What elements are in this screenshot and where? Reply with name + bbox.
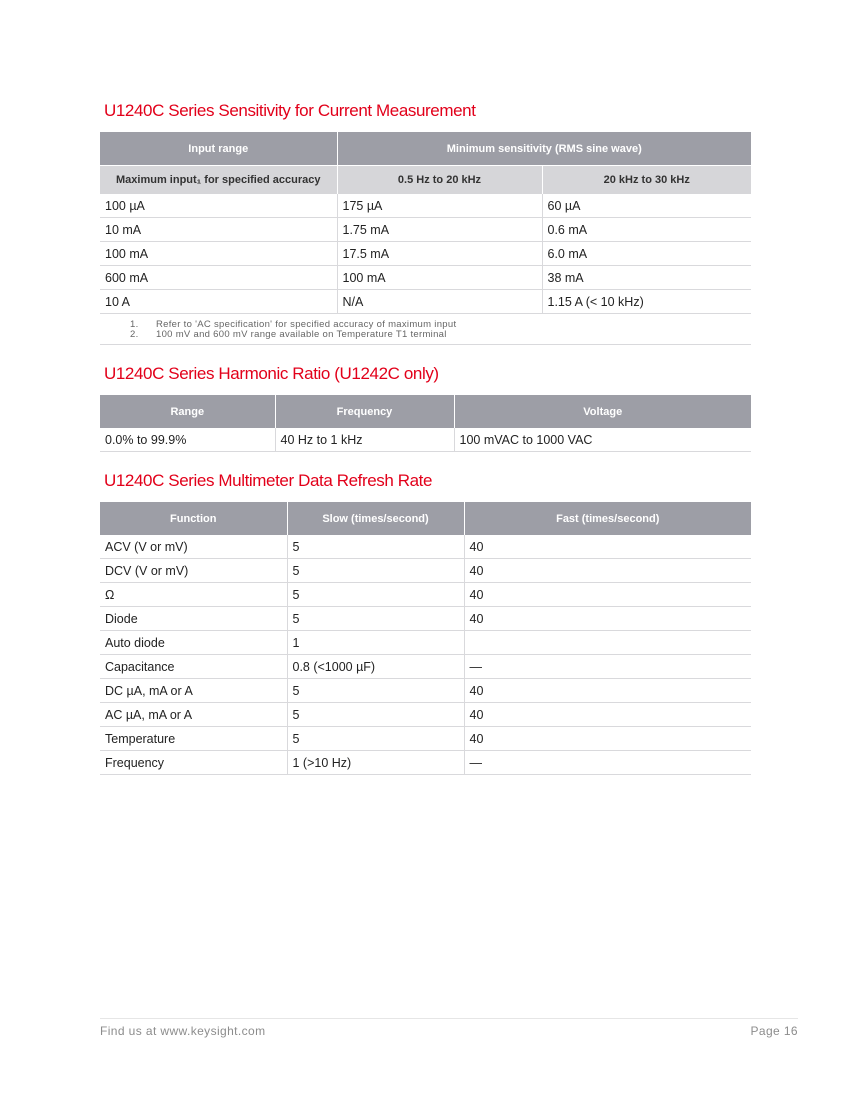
refresh-title: U1240C Series Multimeter Data Refresh Rate: [104, 471, 433, 490]
note-1: 1. Refer to 'AC specification' for specified accuracy of maximum input: [130, 318, 457, 330]
table-row: [100, 242, 751, 266]
table-cell: 40: [464, 703, 751, 727]
header-range: Range: [100, 395, 275, 428]
footer-divider: [100, 1018, 798, 1019]
table-cell: 6.0 mA: [542, 242, 751, 266]
table-cell: ACV (V or mV): [100, 535, 287, 559]
table-cell: Temperature: [100, 727, 287, 751]
table-row: [100, 607, 751, 631]
header-input-range: Input range: [100, 132, 337, 166]
table-cell: 0.0% to 99.9%: [100, 428, 275, 452]
subheader-high-freq: 20 kHz to 30 kHz: [542, 166, 751, 195]
table-cell: 600 mA: [100, 266, 337, 290]
table-row: [100, 290, 751, 314]
table-cell: 100 mA: [337, 266, 542, 290]
table-cell: 40: [464, 535, 751, 559]
table-cell: Frequency: [100, 751, 287, 775]
table-cell: 38 mA: [542, 266, 751, 290]
header-function: Function: [100, 502, 287, 535]
harmonic-title: U1240C Series Harmonic Ratio (U1242C only): [104, 364, 439, 383]
table-row: [100, 751, 751, 775]
table-row: [100, 631, 751, 655]
table-cell: 10 A: [100, 290, 337, 314]
table-cell: N/A: [337, 290, 542, 314]
table-cell: 5: [287, 727, 464, 751]
table-row: [100, 559, 751, 583]
table-row: [100, 535, 751, 559]
table-row: [100, 428, 751, 452]
table-cell: 1.15 A (< 10 kHz): [542, 290, 751, 314]
table-cell: Ω: [100, 583, 287, 607]
sensitivity-table: [100, 132, 751, 345]
harmonic-table: [100, 395, 751, 452]
table-cell: 60 µA: [542, 194, 751, 218]
header-voltage: Voltage: [454, 395, 751, 428]
table-cell: 175 µA: [337, 194, 542, 218]
footer-website-link[interactable]: Find us at www.keysight.com: [100, 1024, 266, 1038]
header-frequency: Frequency: [275, 395, 454, 428]
sensitivity-title: U1240C Series Sensitivity for Current Measurement: [104, 101, 476, 120]
table-cell: 5: [287, 535, 464, 559]
table-row: [100, 583, 751, 607]
table-cell: 5: [287, 703, 464, 727]
table-cell: 100 mVAC to 1000 VAC: [454, 428, 751, 452]
header-min-sensitivity: Minimum sensitivity (RMS sine wave): [337, 132, 751, 166]
table-row: [100, 218, 751, 242]
table-cell: 40: [464, 607, 751, 631]
table-cell: 1 (>10 Hz): [287, 751, 464, 775]
table-cell: —: [464, 655, 751, 679]
table-notes: [100, 314, 751, 345]
table-cell: 40: [464, 727, 751, 751]
table-cell: 17.5 mA: [337, 242, 542, 266]
table-cell: 40: [464, 559, 751, 583]
table-cell: 40 Hz to 1 kHz: [275, 428, 454, 452]
table-cell: 5: [287, 679, 464, 703]
table-row: [100, 655, 751, 679]
table-cell: 1.75 mA: [337, 218, 542, 242]
table-cell: 5: [287, 559, 464, 583]
table-cell: DCV (V or mV): [100, 559, 287, 583]
table-cell: —: [464, 751, 751, 775]
table-cell: Auto diode: [100, 631, 287, 655]
table-row: [100, 266, 751, 290]
table-cell: 100 µA: [100, 194, 337, 218]
table-cell: 0.6 mA: [542, 218, 751, 242]
table-row: [100, 194, 751, 218]
table-cell: Capacitance: [100, 655, 287, 679]
table-cell: DC µA, mA or A: [100, 679, 287, 703]
table-cell: 1: [287, 631, 464, 655]
table-cell: Diode: [100, 607, 287, 631]
table-cell: 5: [287, 607, 464, 631]
table-cell: 5: [287, 583, 464, 607]
footer-page-number: Page 16: [750, 1024, 798, 1038]
table-cell: 10 mA: [100, 218, 337, 242]
subheader-low-freq: 0.5 Hz to 20 kHz: [337, 166, 542, 195]
refresh-table: [100, 502, 751, 775]
header-slow: Slow (times/second): [287, 502, 464, 535]
table-cell: 40: [464, 583, 751, 607]
subheader-max-input: Maximum input₁ for specified accuracy: [100, 166, 337, 195]
table-row: [100, 727, 751, 751]
table-row: [100, 679, 751, 703]
table-cell: [464, 631, 751, 655]
header-fast: Fast (times/second): [464, 502, 751, 535]
table-cell: AC µA, mA or A: [100, 703, 287, 727]
table-cell: 100 mA: [100, 242, 337, 266]
table-row: [100, 703, 751, 727]
note-2: 2. 100 mV and 600 mV range available on Temperature T1 terminal: [130, 328, 447, 340]
table-cell: 40: [464, 679, 751, 703]
table-cell: 0.8 (<1000 µF): [287, 655, 464, 679]
